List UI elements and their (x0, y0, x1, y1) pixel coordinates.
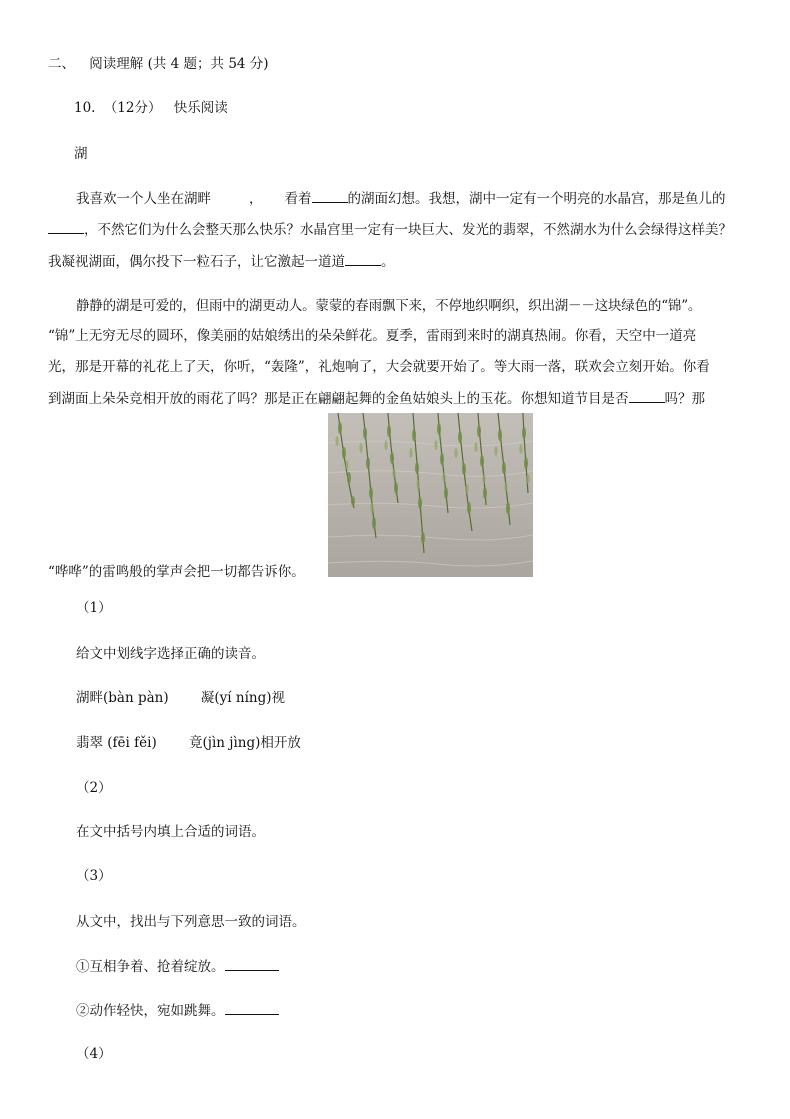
item-2-text: ②动作轻快，宛如跳舞。 (76, 1003, 225, 1019)
question-number: 10. (74, 100, 96, 116)
paragraph-1-line-3 (48, 251, 395, 272)
p1-text-b: ， (249, 191, 263, 207)
paragraph-1-line-2 (48, 219, 732, 240)
item-1-text: ①互相争着、抢着绽放。 (76, 959, 225, 975)
question-title: 快乐阅读 (173, 100, 228, 116)
subquestion-1-prompt: 给文中划线字选择正确的读音。 (76, 646, 265, 662)
pinyin-option-feicui[interactable]: 翡翠 (fēi fěi) (76, 735, 157, 751)
pinyin-option-jingxiang[interactable]: 竟(jìn jìng)相开放 (189, 735, 301, 751)
subquestion-3-prompt: 从文中，找出与下列意思一致的词语。 (76, 914, 306, 930)
p1-text-f: 我凝视湖面，偶尔投下一粒石子，让它激起一道道 (48, 254, 345, 270)
section-number: 二、 (48, 56, 75, 72)
paragraph-1-line-1 (76, 188, 726, 209)
answer-blank-2[interactable] (48, 219, 84, 234)
subquestion-1-row-1 (76, 688, 285, 708)
subquestion-2-prompt: 在文中括号内填上合适的词语。 (76, 824, 265, 840)
subquestion-3-item-1 (76, 956, 279, 977)
p1-text-e: ，不然它们为什么会整天那么快乐？水晶宫里一定有一块巨大、发光的翡翠，不然湖水为什么会绿得这样美？ (84, 222, 732, 238)
pinyin-option-huban[interactable]: 湖畔(bàn pàn) (76, 690, 169, 706)
question-heading (74, 98, 228, 118)
question-score: （12分） (103, 100, 162, 116)
subquestion-1-row-2 (76, 733, 301, 753)
subquestion-3-number: （3） (76, 868, 112, 884)
p2-text-4a: 到湖面上朵朵竞相开放的雨花了吗？那是正在翩翩起舞的金鱼姑娘头上的玉花。你想知道节目是否 (48, 391, 629, 407)
paragraph-2-line-5: “哗哗”的雷鸣般的掌声会把一切都告诉你。 (48, 564, 305, 580)
p2-text-4b: 吗？那 (664, 391, 705, 407)
answer-blank-1[interactable] (312, 188, 348, 203)
p1-text-a: 我喜欢一个人坐在湖畔 (76, 191, 211, 207)
answer-blank-3[interactable] (345, 251, 381, 266)
willow-lake-illustration (328, 413, 533, 577)
p1-text-d: 的湖面幻想。我想，湖中一定有一个明亮的水晶宫，那是鱼儿的 (347, 191, 726, 207)
answer-blank-4[interactable] (629, 388, 665, 403)
p1-text-c: 看着 (284, 191, 312, 207)
answer-blank-6[interactable] (225, 1000, 279, 1015)
answer-blank-5[interactable] (225, 956, 279, 971)
paragraph-2-line-3: 光，那是开幕的礼花上了天，你听，“轰隆”，礼炮响了，大会就要开始了。等大雨一落，联欢会立刻开始。你看 (48, 359, 710, 375)
subquestion-3-item-2 (76, 1000, 279, 1021)
paragraph-2-line-1: 静静的湖是可爱的，但雨中的湖更动人。蒙蒙的春雨飘下来，不停地织啊织，织出湖－－这块绿色的“锦”。 (76, 298, 702, 314)
section-heading (48, 54, 269, 74)
paragraph-2-line-2: “锦”上无穷无尽的圆环，像美丽的姑娘绣出的朵朵鲜花。夏季，雷雨到来时的湖真热闹。你看，天空中一道亮 (48, 328, 697, 344)
subquestion-1-number: （1） (76, 600, 112, 616)
subquestion-4-number: （4） (76, 1046, 112, 1062)
pinyin-option-ningshi[interactable]: 凝(yí níng)视 (200, 690, 286, 706)
passage-title: 湖 (74, 146, 88, 162)
paragraph-2-line-4 (48, 388, 705, 409)
section-title: 阅读理解 (共 4 题；共 54 分) (89, 56, 269, 72)
subquestion-2-number: （2） (76, 780, 112, 796)
p1-text-g: 。 (381, 254, 395, 270)
willow-lake-photo (328, 413, 533, 577)
